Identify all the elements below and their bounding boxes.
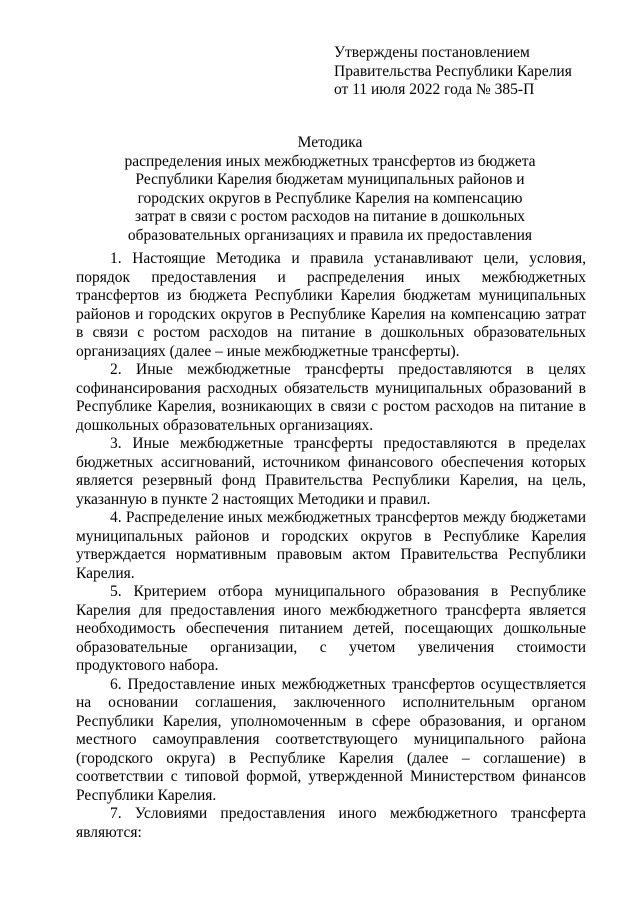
title-line: затрат в связи с ростом расходов на питание в дошкольных bbox=[134, 208, 526, 225]
paragraph-3: 3. Иные межбюджетные трансферты предоставляются в пределах бюджетных ассигнований, источником финансового обеспечения которых является резервный фонд Правительства Республики Карелия, на цель, указанную в пункте 2 настоящих Методики и правил. bbox=[76, 435, 586, 508]
title-line: распределения иных межбюджетных трансфертов из бюджета bbox=[124, 152, 536, 170]
paragraph-5: 5. Критерием отбора муниципального образования в Республике Карелия для предоставления иного межбюджетного трансферта является необходимость обеспечения питанием детей, посещающих дошкольные образовательные организации, с учетом увеличения стоимости продуктового набора. bbox=[76, 583, 586, 674]
approval-line: от 11 июля 2022 года № 385-П bbox=[334, 81, 535, 98]
paragraph-4: 4. Распределение иных межбюджетных трансфертов между бюджетами муниципальных районов и городских округов в Республике Карелия утверждается нормативным правовым актом Правительства Республики Карелия. bbox=[76, 509, 586, 582]
document-body bbox=[76, 250, 586, 842]
document-title bbox=[70, 134, 590, 245]
title-line: Методика bbox=[297, 134, 363, 151]
paragraph-1: 1. Настоящие Методика и правила устанавливают цели, условия, порядок предоставления и распределения иных межбюджетных трансфертов из бюджета Республики Карелия бюджетам муниципальных районов и городских округов в Республике Карелия на компенсацию затрат в связи с ростом расходов на питание в дошкольных образовательных организациях (далее – иные межбюджетные трансферты). bbox=[76, 250, 586, 360]
title-line: городских округов в Республике Карелия на компенсацию bbox=[137, 189, 523, 207]
approval-line: Правительства Республики Карелия bbox=[334, 62, 572, 80]
paragraph-7: 7. Условиями предоставления иного межбюджетного трансферта являются: bbox=[76, 805, 586, 841]
approval-stamp bbox=[334, 44, 624, 100]
title-line: образовательных организациях и правила их предоставления bbox=[127, 226, 533, 244]
paragraph-2: 2. Иные межбюджетные трансферты предоставляются в целях софинансирования расходных обязательств муниципальных образований в Республике Карелия, возникающих в связи с ростом расходов на питание в дошкольных образовательных организациях. bbox=[76, 361, 586, 434]
paragraph-6: 6. Предоставление иных межбюджетных трансфертов осуществляется на основании соглашения, заключенного исполнительным органом Республики Карелия, уполномоченным в сфере образования, и органом местного самоуправления соответствующего муниципального района (городского округа) в Республике Карелия (далее – соглашение) в соответствии с типовой формой, утвержденной Министерством финансов Республики Карелия. bbox=[76, 675, 586, 804]
approval-line: Утверждены постановлением bbox=[334, 44, 530, 61]
title-line: Республики Карелия бюджетам муниципальных районов и bbox=[135, 171, 525, 188]
